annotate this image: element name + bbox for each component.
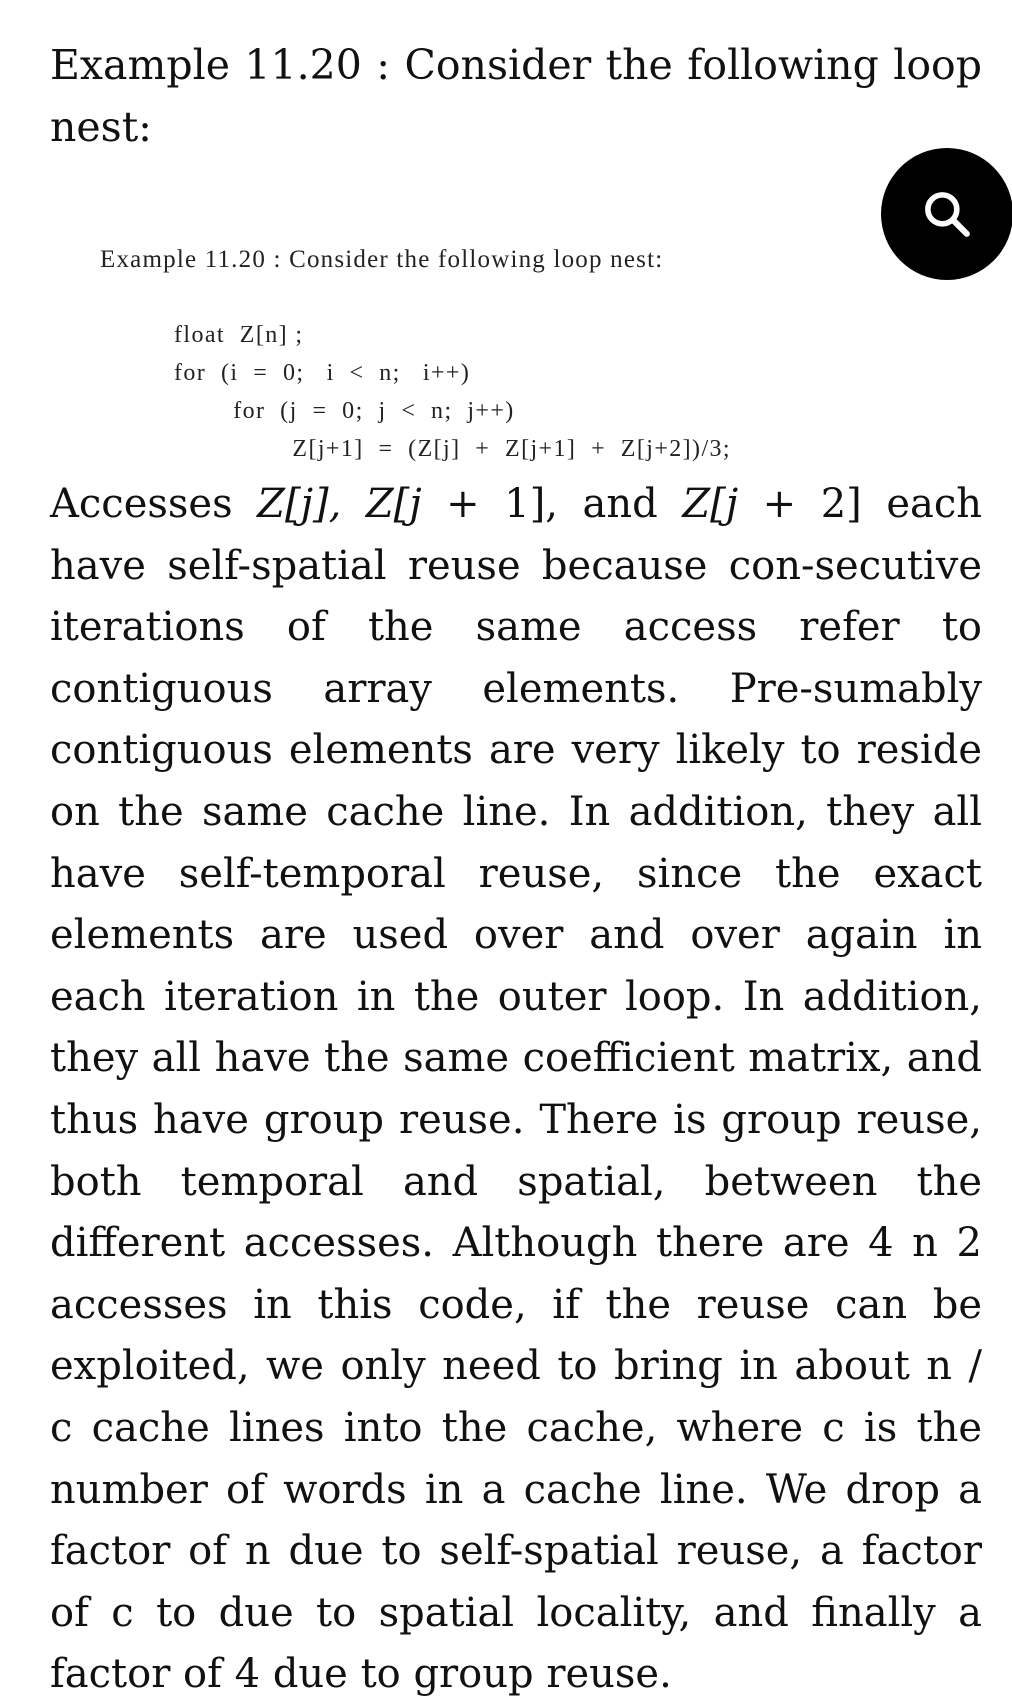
embedded-caption: Example 11.20 : Consider the following loop nest: bbox=[100, 246, 664, 273]
code-line-outer-loop: for (i = 0; i < n; i++) bbox=[174, 360, 471, 386]
embedded-example-image bbox=[50, 236, 850, 466]
example-heading: Example 11.20 : Consider the following loop nest: bbox=[50, 41, 982, 151]
code-line-assignment: Z[j+1] = (Z[j] + Z[j+1] + Z[j+2])/3; bbox=[174, 436, 731, 462]
body-text-start: Accesses bbox=[50, 481, 258, 527]
search-icon bbox=[919, 186, 975, 242]
code-line-declaration: float Z[n] ; bbox=[174, 322, 304, 348]
code-line-inner-loop: for (j = 0; j < n; j++) bbox=[174, 398, 515, 424]
body-text-zj2: Z[j bbox=[682, 481, 739, 527]
code-block bbox=[174, 316, 731, 468]
body-text-mid: + 1], and bbox=[421, 481, 683, 527]
body-paragraph bbox=[50, 474, 982, 1706]
search-button[interactable] bbox=[881, 148, 1012, 280]
body-text-rest: + 2] each have self-spatial reuse because con-secutive iterations of the same access refer to contiguous array elements. Pre-sumably contiguous elements are very likely to reside on the same cache line. In addition, they all have self-temporal reuse, since the exact elements are used over and over again in each iteration in the outer loop. In addition, they all have the same coefficient matrix, and thus have group reuse. There is group reuse, both temporal and spatial, between the different accesses. Although there are 4 n 2 accesses in this code, if the reuse can be exploited, we only need to bring in about n / c cache lines into the cache, where c is the number of words in a cache line. We drop a factor of n due to self-spatial reuse, a factor of c to due to spatial locality, and finally a factor of 4 due to group reuse. bbox=[50, 481, 983, 1698]
body-text-zj: Z[j], Z[j bbox=[257, 481, 422, 527]
